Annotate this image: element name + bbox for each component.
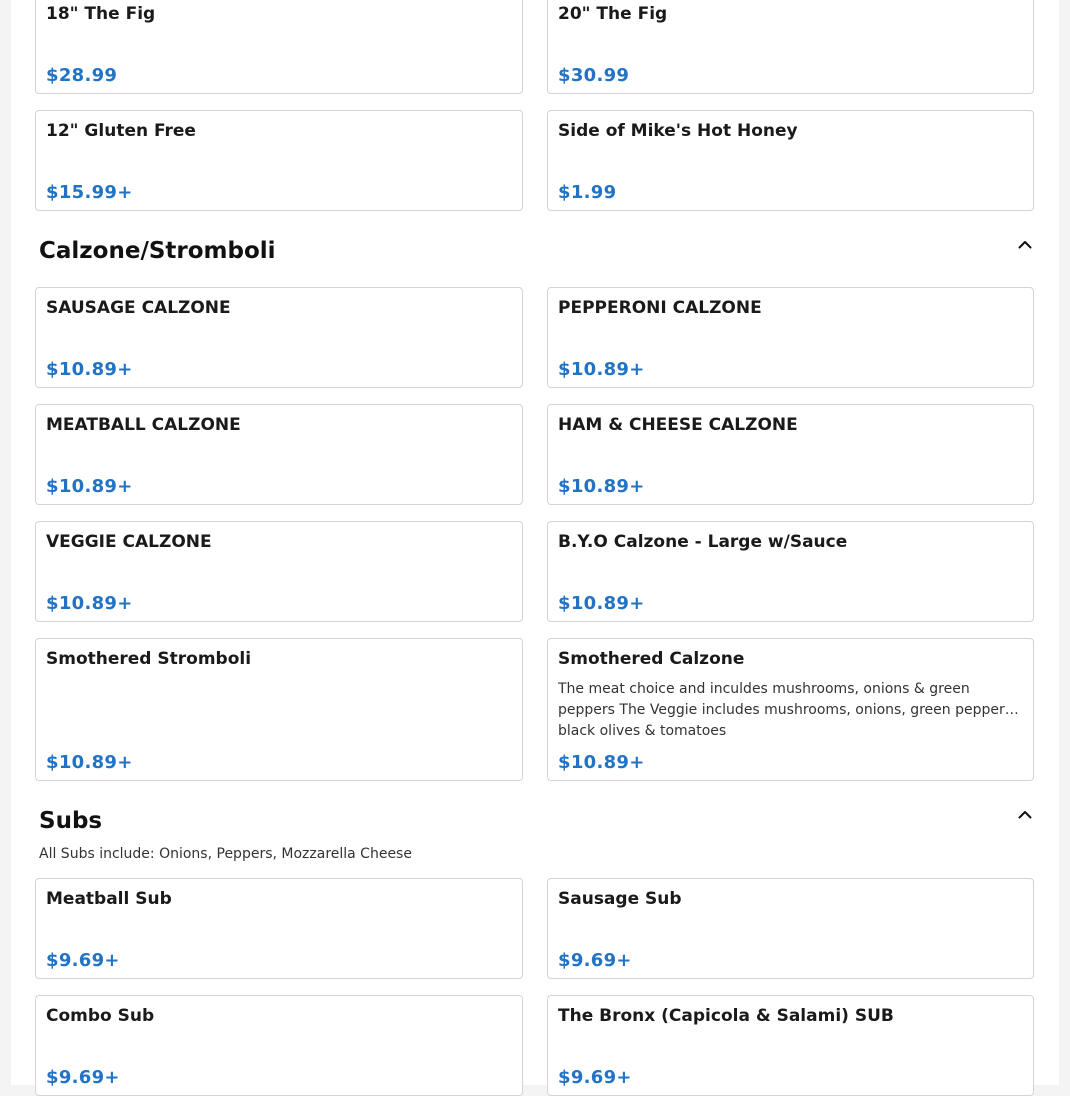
item-description: The meat choice and inculdes mushrooms, onions & green peppers The Veggie includes mushrooms, onions, green peppers, black olives & tomatoes [558, 681, 1017, 739]
item-price: $10.89+ [46, 752, 133, 773]
menu-item-card[interactable] [35, 404, 523, 505]
item-price: $10.89+ [558, 359, 645, 380]
menu-page [11, 0, 1059, 1088]
item-name: 12" Gluten Free [46, 121, 196, 141]
item-name: Sausage Sub [558, 889, 682, 909]
section-title: Subs [39, 808, 103, 834]
item-price: $1.99 [558, 182, 617, 203]
chevron-up-icon[interactable] [1016, 806, 1034, 824]
pizza-items-grid [35, 0, 1034, 211]
item-name: VEGGIE CALZONE [46, 532, 212, 552]
subs-items-grid [35, 878, 1034, 1096]
menu-item-card[interactable] [547, 110, 1034, 211]
section-header-subs[interactable] [35, 781, 1034, 878]
item-name: Combo Sub [46, 1006, 155, 1026]
chevron-up-icon[interactable] [1016, 236, 1034, 254]
item-price: $10.89+ [558, 593, 645, 614]
menu-item-card[interactable] [547, 878, 1034, 979]
item-price: $10.89+ [558, 752, 645, 773]
item-name: PEPPERONI CALZONE [558, 298, 762, 318]
item-price: $15.99+ [46, 182, 133, 203]
menu-item-card[interactable] [547, 638, 1034, 781]
item-name: 18" The Fig [46, 4, 156, 24]
item-name: Meatball Sub [46, 889, 172, 909]
section-note: All Subs include: Onions, Peppers, Mozzarella Cheese [39, 846, 412, 862]
item-price: $28.99 [46, 65, 118, 86]
menu-item-card[interactable] [35, 287, 523, 388]
item-price: $10.89+ [558, 476, 645, 497]
section-header-calzone[interactable] [35, 211, 1034, 287]
menu-item-card[interactable] [547, 0, 1034, 94]
item-price: $9.69+ [558, 950, 632, 971]
menu-item-card[interactable] [547, 995, 1034, 1096]
item-price: $30.99 [558, 65, 630, 86]
menu-item-card[interactable] [35, 521, 523, 622]
calzone-items-grid [35, 287, 1034, 781]
item-name: Side of Mike's Hot Honey [558, 121, 798, 141]
menu-item-card[interactable] [35, 638, 523, 781]
menu-item-card[interactable] [547, 404, 1034, 505]
menu-item-card[interactable] [35, 110, 523, 211]
menu-item-card[interactable] [547, 521, 1034, 622]
section-title: Calzone/Stromboli [39, 238, 276, 264]
item-price: $10.89+ [46, 593, 133, 614]
menu-item-card[interactable] [35, 878, 523, 979]
item-name: 20" The Fig [558, 4, 668, 24]
item-name: MEATBALL CALZONE [46, 415, 241, 435]
item-name: HAM & CHEESE CALZONE [558, 415, 798, 435]
item-name: SAUSAGE CALZONE [46, 298, 231, 318]
menu-item-card[interactable] [547, 287, 1034, 388]
menu-item-card[interactable] [35, 0, 523, 94]
item-price: $9.69+ [46, 1067, 120, 1088]
item-price: $9.69+ [46, 950, 120, 971]
menu-item-card[interactable] [35, 995, 523, 1096]
item-price: $9.69+ [558, 1067, 632, 1088]
item-name: B.Y.O Calzone - Large w/Sauce [558, 532, 848, 552]
item-name: The Bronx (Capicola & Salami) SUB [558, 1006, 894, 1026]
item-name: Smothered Calzone [558, 649, 745, 669]
item-price: $10.89+ [46, 476, 133, 497]
item-name: Smothered Stromboli [46, 649, 252, 669]
item-price: $10.89+ [46, 359, 133, 380]
menu-content [35, 0, 1034, 1096]
